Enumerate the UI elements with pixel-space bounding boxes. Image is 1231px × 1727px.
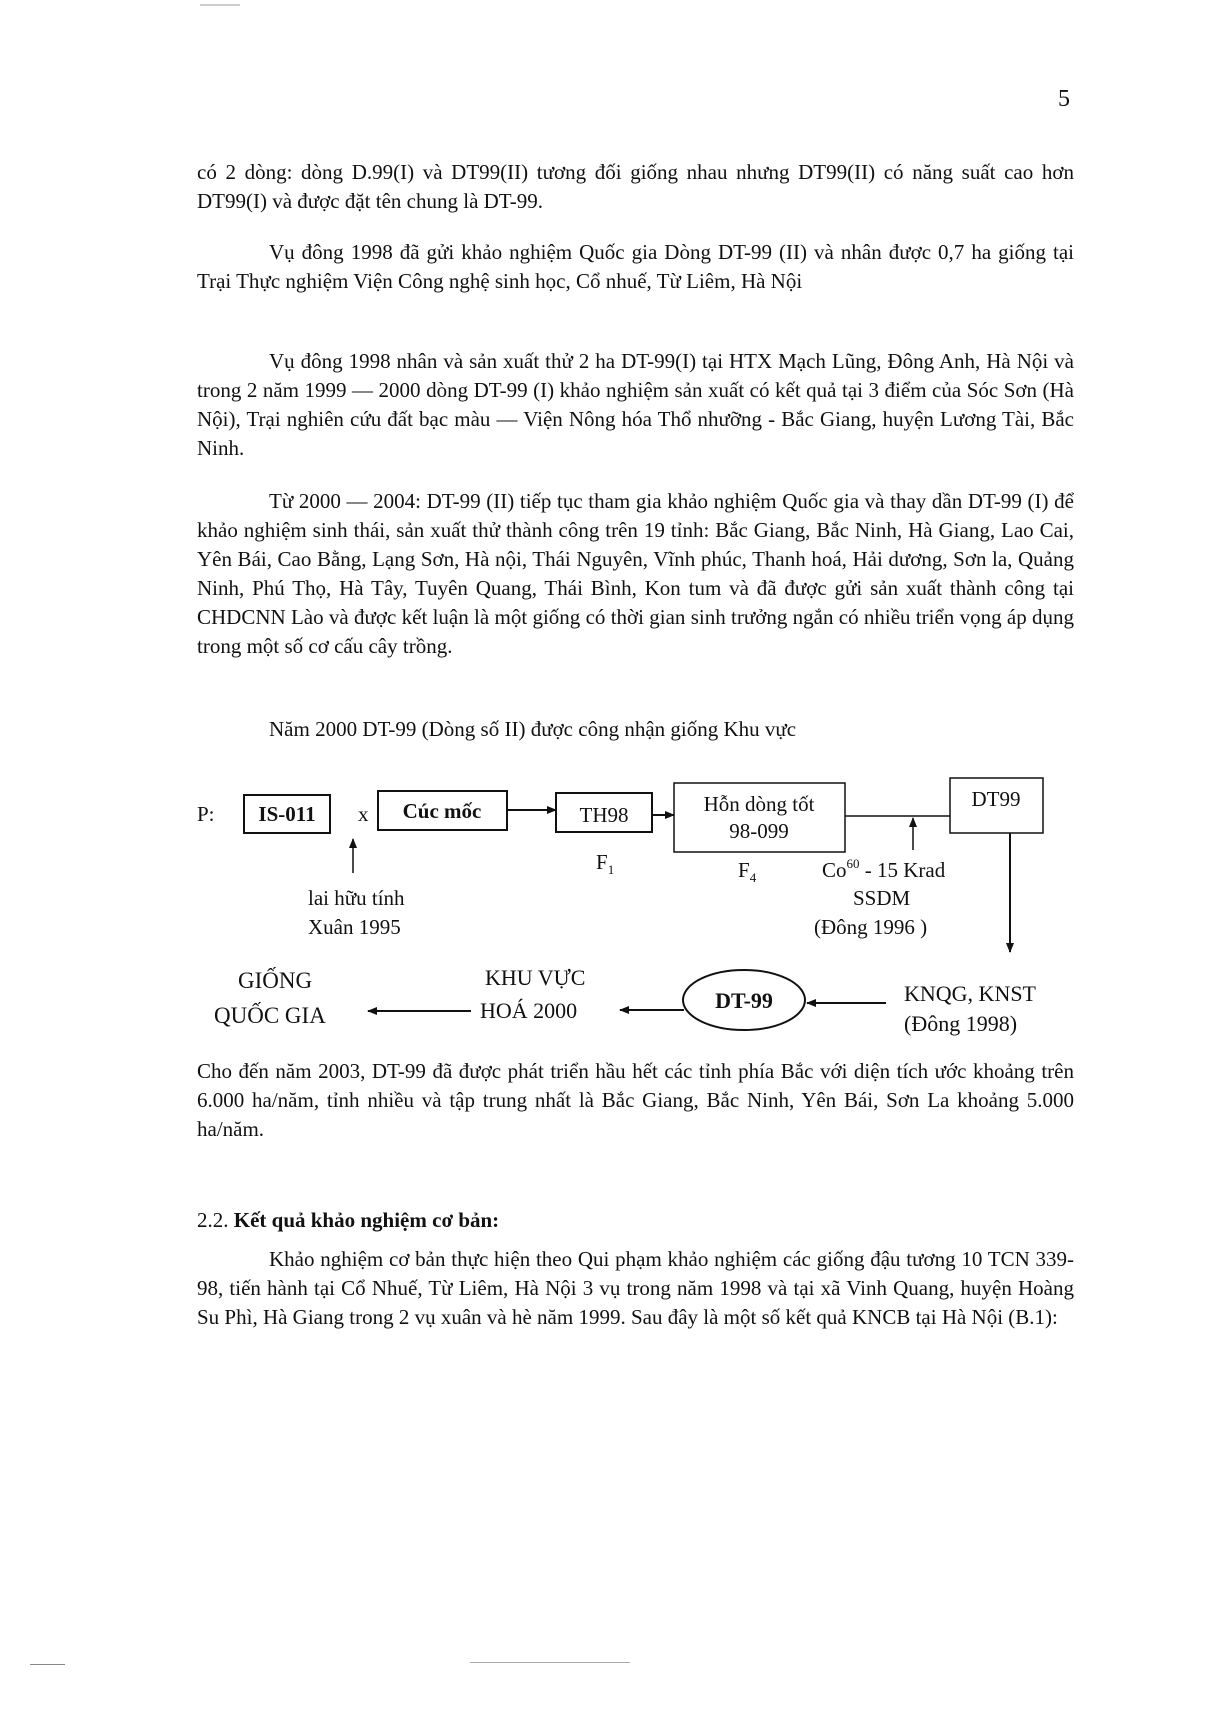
hybrid-line2: 98-099 — [729, 819, 789, 843]
th98-label: TH98 — [579, 803, 629, 827]
paragraph-1: có 2 dòng: dòng D.99(I) và DT99(II) tương đối giống nhau nhưng DT99(II) có năng suất cao hơn DT99(I) và được đặt tên chung là DT-99. — [197, 160, 1074, 213]
hoa2000-label: HOÁ 2000 — [480, 998, 578, 1023]
f1-label: $F_1$ — [596, 850, 615, 877]
paragraph-7: Khảo nghiệm cơ bản thực hiện theo Qui phạm khảo nghiệm các giống đậu tương 10 TCN 339-98, tiến hành tại Cổ Nhuế, Từ Liêm, Hà Nội 3 vụ trong năm 1998 và tại xã Vinh Quang, huyện Hoàng Su Phì, Hà Giang trong 2 vụ xuân và hè năm 1999. Sau đây là một số kết quả KNCB tại Hà Nội (B.1): — [197, 1247, 1074, 1329]
section-heading — [197, 1208, 499, 1233]
paragraph-3: Vụ đông 1998 nhân và sản xuất thử 2 ha DT-99(I) tại HTX Mạch Lũng, Đông Anh, Hà Nội và trong 2 năm 1999 — 2000 dòng DT-99 (I) khảo nghiệm sản xuất có kết quả tại 3 điểm của Sóc Sơn (Hà Nội), Trại nghiên cứu đất bạc màu — Viện Nông hóa Thổ nhưỡng - Bắc Giang, huyện Lương Tài, Bắc Ninh. — [197, 349, 1074, 460]
dt99-oval-label: DT-99 — [715, 988, 773, 1013]
paragraph-4: Từ 2000 — 2004: DT-99 (II) tiếp tục tham gia khảo nghiệm Quốc gia và thay dần DT-99 (I) để khảo nghiệm sinh thái, sản xuất thử thành công trên 19 tỉnh: Bắc Giang, Bắc Ninh, Hà Giang, Lao Cai, Yên Bái, Cao Bằng, Lạng Sơn, Hà nội, Thái Nguyên, Vĩnh phúc, Thanh hoá, Hải dương, Sơn la, Quảng Ninh, Phú Thọ, Hà Tây, Tuyên Quang, Thái Bình, Kon tum và đã được gửi sản xuất thành công tại CHDCNN Lào và được kết luận là một giống có thời gian sinh trưởng ngắn có nhiều triển vọng áp dụng trong một số cơ cấu cây trồng. — [197, 489, 1074, 658]
mutation-label: Co$^{60}$ - 15 Krad — [822, 856, 946, 882]
khu-vuc-label: KHU VỰC — [485, 965, 586, 990]
hybrid-line1: Hỗn dòng tốt — [703, 792, 815, 816]
cross-symbol: x — [358, 802, 369, 826]
ssdm-label: SSDM — [853, 886, 911, 910]
dong1998-label: (Đông 1998) — [904, 1011, 1018, 1036]
p-label: P: — [197, 802, 215, 826]
lai-huu-tinh-label: lai hữu tính — [308, 886, 405, 910]
xuan1995-label: Xuân 1995 — [308, 915, 401, 939]
paragraph-6: Cho đến năm 2003, DT-99 đã được phát triển hầu hết các tỉnh phía Bắc với diện tích ước khoảng trên 6.000 ha/năm, tỉnh nhiều và tập trung nhất là Bắc Giang, Bắc Ninh, Yên Bái, Sơn La khoảng 5.000 ha/năm. — [197, 1059, 1074, 1141]
parent2-label: Cúc mốc — [402, 799, 482, 823]
knqg-label: KNQG, KNST — [904, 981, 1036, 1006]
paragraph-2: Vụ đông 1998 đã gửi khảo nghiệm Quốc gia Dòng DT-99 (II) và nhân được 0,7 ha giống tại Trại Thực nghiệm Viện Công nghệ sinh học, Cổ nhuế, Từ Liêm, Hà Nội — [197, 240, 1074, 293]
scan-artifact-bottom-center — [470, 1662, 630, 1663]
giong-label: GIỐNG — [238, 968, 313, 993]
paragraph-5: Năm 2000 DT-99 (Dòng số II) được công nhận giống Khu vực — [269, 717, 797, 741]
section-number: 2.2. — [197, 1208, 229, 1232]
scan-artifact-bottom-left — [30, 1664, 65, 1665]
dong1996-label: (Đông 1996 ) — [814, 915, 928, 939]
page-number: 5 — [1058, 86, 1070, 112]
quoc-gia-label: QUỐC GIA — [214, 1003, 326, 1028]
f4-label: $F_4$ — [738, 858, 757, 885]
parent1-label: IS-011 — [258, 802, 316, 826]
scan-artifact-top — [200, 4, 240, 6]
section-title: Kết quả khảo nghiệm cơ bản: — [233, 1208, 500, 1232]
dt99-box-label: DT99 — [971, 787, 1021, 811]
